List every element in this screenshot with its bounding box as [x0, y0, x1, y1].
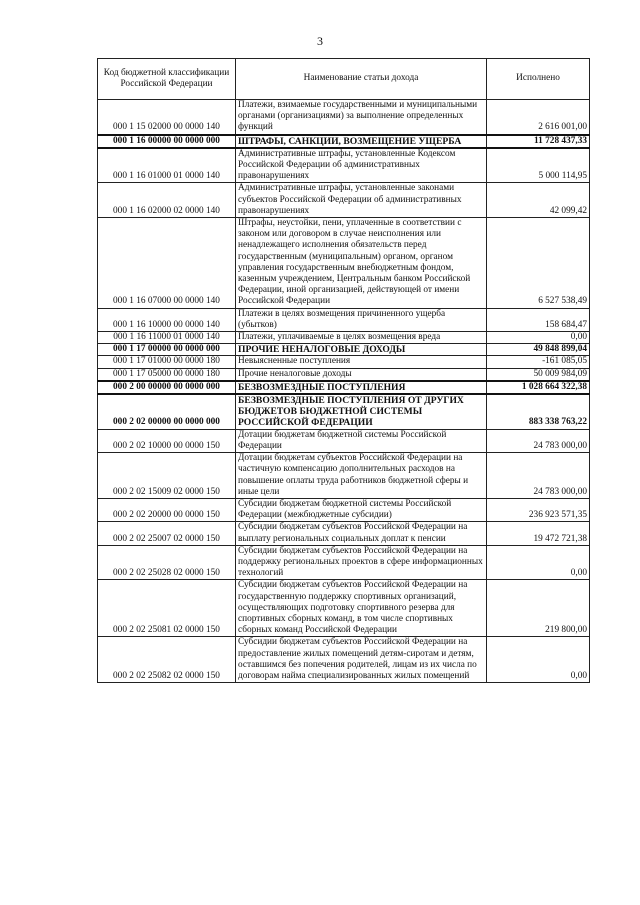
table-row	[98, 308, 590, 331]
row-code: 000 1 16 07000 00 0000 140	[98, 218, 236, 309]
row-amount: 158 684,47	[487, 308, 590, 331]
row-code: 000 1 17 00000 00 0000 000	[98, 344, 236, 356]
row-name: Субсидии бюджетам субъектов Российской Федерации на поддержку региональных проектов в сфере информационных технологий	[236, 545, 487, 580]
row-name: ПРОЧИЕ НЕНАЛОГОВЫЕ ДОХОДЫ	[236, 344, 487, 356]
row-code: 000 2 02 25007 02 0000 150	[98, 522, 236, 545]
row-code: 000 2 02 25081 02 0000 150	[98, 580, 236, 637]
table-row	[98, 522, 590, 545]
row-amount: 883 338 763,22	[487, 394, 590, 429]
row-code: 000 2 00 00000 00 0000 000	[98, 381, 236, 394]
table-row	[98, 183, 590, 218]
row-code: 000 2 02 10000 00 0000 150	[98, 429, 236, 452]
row-amount: 11 728 437,33	[487, 135, 590, 148]
row-amount: 6 527 538,49	[487, 218, 590, 309]
row-name: Прочие неналоговые доходы	[236, 368, 487, 381]
row-code: 000 1 16 11000 01 0000 140	[98, 332, 236, 344]
row-amount: 49 848 899,04	[487, 344, 590, 356]
table-row	[98, 356, 590, 368]
row-code: 000 1 16 01000 01 0000 140	[98, 148, 236, 183]
table-row	[98, 580, 590, 637]
row-amount: 42 099,42	[487, 183, 590, 218]
row-code: 000 1 16 00000 00 0000 000	[98, 135, 236, 148]
row-name: БЕЗВОЗМЕЗДНЫЕ ПОСТУПЛЕНИЯ ОТ ДРУГИХ БЮДЖЕТОВ БЮДЖЕТНОЙ СИСТЕМЫ РОССИЙСКОЙ ФЕДЕРАЦИИ	[236, 394, 487, 429]
row-amount: 0,00	[487, 545, 590, 580]
page-number: 3	[317, 34, 323, 48]
row-name: Платежи в целях возмещения причиненного ущерба (убытков)	[236, 308, 487, 331]
row-amount: 24 783 000,00	[487, 453, 590, 499]
table-row	[98, 394, 590, 429]
header-amount: Исполнено	[487, 59, 590, 100]
row-code: 000 1 16 02000 02 0000 140	[98, 183, 236, 218]
row-name: Субсидии бюджетам субъектов Российской Федерации на предоставление жилых помещений детям-сиротам и детям, оставшимся без попечения родителей, лицам из их числа по договорам найма специализированных жилых помещений	[236, 637, 487, 683]
row-amount: 2 616 001,00	[487, 100, 590, 135]
table-row	[98, 381, 590, 394]
row-name: Субсидии бюджетам субъектов Российской Федерации на выплату региональных социальных доплат к пенсии	[236, 522, 487, 545]
table-header-row	[98, 59, 590, 100]
row-amount: 50 009 984,09	[487, 368, 590, 381]
row-code: 000 2 02 20000 00 0000 150	[98, 498, 236, 521]
table-row	[98, 637, 590, 683]
table-row	[98, 344, 590, 356]
budget-income-table	[97, 58, 590, 683]
row-code: 000 2 02 15009 02 0000 150	[98, 453, 236, 499]
table-row	[98, 368, 590, 381]
table-body	[98, 100, 590, 683]
table-row	[98, 148, 590, 183]
table-row	[98, 100, 590, 135]
row-name: БЕЗВОЗМЕЗДНЫЕ ПОСТУПЛЕНИЯ	[236, 381, 487, 394]
row-amount: -161 085,05	[487, 356, 590, 368]
row-code: 000 1 17 01000 00 0000 180	[98, 356, 236, 368]
row-name: Административные штрафы, установленные Кодексом Российской Федерации об административных правонарушениях	[236, 148, 487, 183]
row-amount: 0,00	[487, 637, 590, 683]
table-row	[98, 332, 590, 344]
row-name: Платежи, взимаемые государственными и муниципальными органами (организациями) за выполнение определенных функций	[236, 100, 487, 135]
row-amount: 236 923 571,35	[487, 498, 590, 521]
row-name: Субсидии бюджетам субъектов Российской Федерации на государственную поддержку спортивных организаций, осуществляющих подготовку спортивного резерва для спортивных сборных команд, в том числе спортивных сборных команд Российской Федерации	[236, 580, 487, 637]
row-name: Штрафы, неустойки, пени, уплаченные в соответствии с законом или договором в случае неисполнения или ненадлежащего исполнения обязательств перед государственным (муниципальным) органом, органом управления государственным внебюджетным фондом, казенным учреждением, Центральным банком Российской Федерации, иной организацией, действующей от имени Российской Федерации	[236, 218, 487, 309]
row-amount: 219 800,00	[487, 580, 590, 637]
row-amount: 1 028 664 322,38	[487, 381, 590, 394]
row-code: 000 2 02 00000 00 0000 000	[98, 394, 236, 429]
row-code: 000 1 17 05000 00 0000 180	[98, 368, 236, 381]
table-row	[98, 429, 590, 452]
row-code: 000 1 16 10000 00 0000 140	[98, 308, 236, 331]
row-name: Невыясненные поступления	[236, 356, 487, 368]
row-amount: 19 472 721,38	[487, 522, 590, 545]
table-row	[98, 545, 590, 580]
row-code: 000 2 02 25028 02 0000 150	[98, 545, 236, 580]
row-name: Дотации бюджетам субъектов Российской Федерации на частичную компенсацию дополнительных расходов на повышение оплаты труда работников бюджетной сферы и иные цели	[236, 453, 487, 499]
row-amount: 0,00	[487, 332, 590, 344]
table-row	[98, 135, 590, 148]
header-code: Код бюджетной классификации Российской Федерации	[98, 59, 236, 100]
table-row	[98, 453, 590, 499]
row-name: Административные штрафы, установленные законами субъектов Российской Федерации об административных правонарушениях	[236, 183, 487, 218]
row-amount: 24 783 000,00	[487, 429, 590, 452]
row-amount: 5 000 114,95	[487, 148, 590, 183]
row-name: Платежи, уплачиваемые в целях возмещения вреда	[236, 332, 487, 344]
header-name: Наименование статьи дохода	[236, 59, 487, 100]
row-code: 000 2 02 25082 02 0000 150	[98, 637, 236, 683]
row-name: Дотации бюджетам бюджетной системы Российской Федерации	[236, 429, 487, 452]
row-name: Субсидии бюджетам бюджетной системы Российской Федерации (межбюджетные субсидии)	[236, 498, 487, 521]
table-row	[98, 218, 590, 309]
row-name: ШТРАФЫ, САНКЦИИ, ВОЗМЕЩЕНИЕ УЩЕРБА	[236, 135, 487, 148]
row-code: 000 1 15 02000 00 0000 140	[98, 100, 236, 135]
table-row	[98, 498, 590, 521]
